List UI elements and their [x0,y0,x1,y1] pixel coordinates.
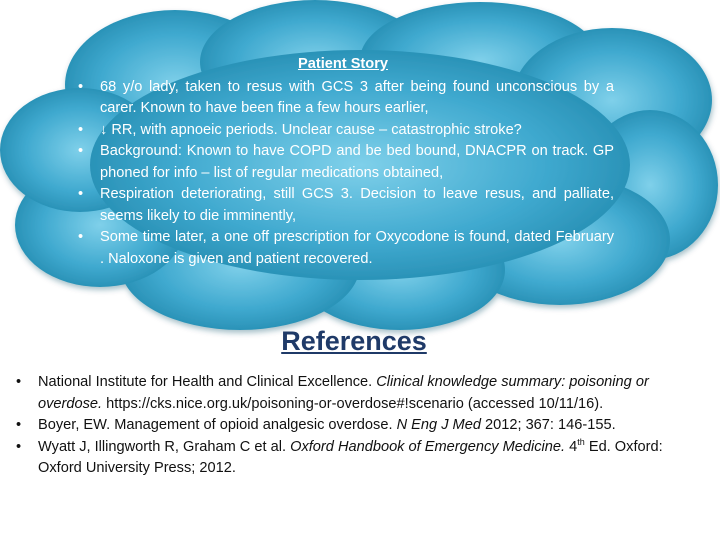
list-item [72,120,614,142]
story-item-text: 68 y/o lady, taken to resus with GCS 3 after being found unconscious by a carer. Known to have been fine a few hours earlier, [100,78,614,116]
patient-story [72,54,614,270]
reference-item [14,415,704,437]
bullet-icon: • [78,186,84,202]
story-title: Patient Story [297,56,388,72]
story-item-text: Respiration deteriorating, still GCS 3. Decision to leave resus, and palliate, seems likely to die imminently, [100,186,614,224]
story-item-text: Background: Known to have COPD and be bed bound, DNACPR on track. GP phoned for info – list of regular medications obtained, [100,143,614,181]
story-item-text: RR, with apnoeic periods. Unclear cause – catastrophic stroke? [107,121,522,138]
reference-journal: N Eng J Med [396,417,481,433]
down-arrow-icon: ↓ [100,121,108,138]
bullet-icon: • [16,417,22,433]
bullet-icon: • [78,143,84,159]
reference-item [14,372,704,415]
bullet-icon: • [16,374,22,390]
reference-text: 4 [565,438,578,455]
reference-title: Oxford Handbook of Emergency Medicine. [290,438,566,455]
reference-title: Clinical knowledge summary: poisoning or overdose. [38,374,649,412]
references-list [14,372,704,480]
bullet-icon: • [16,438,22,455]
references-heading: References [281,326,427,356]
bullet-icon: • [78,78,84,95]
reference-text: Ed. Oxford: Oxford University Press; 2012. [38,438,663,476]
list-item [72,141,614,184]
bullet-icon: • [78,229,84,245]
reference-text: 2012; 367: 146-155. [480,417,616,433]
story-item-text: Some time later, a one off prescription for Oxycodone is found, dated February . Naloxone is given and patient recovered. [100,229,614,267]
list-item [72,77,614,120]
list-item [72,227,614,270]
reference-item [14,437,704,480]
story-list [72,77,614,271]
ordinal-suffix: th [577,436,585,447]
list-item [72,184,614,227]
bullet-icon: • [78,121,84,138]
reference-text: https://cks.nice.org.uk/poisoning-or-overdose#!scenario (accessed 10/11/16). [102,395,604,412]
reference-text: Wyatt J, Illingworth R, Graham C et al. [38,438,291,455]
reference-text: National Institute for Health and Clinical Excellence. [38,374,377,390]
reference-text: Boyer, EW. Management of opioid analgesic overdose. [38,417,397,433]
